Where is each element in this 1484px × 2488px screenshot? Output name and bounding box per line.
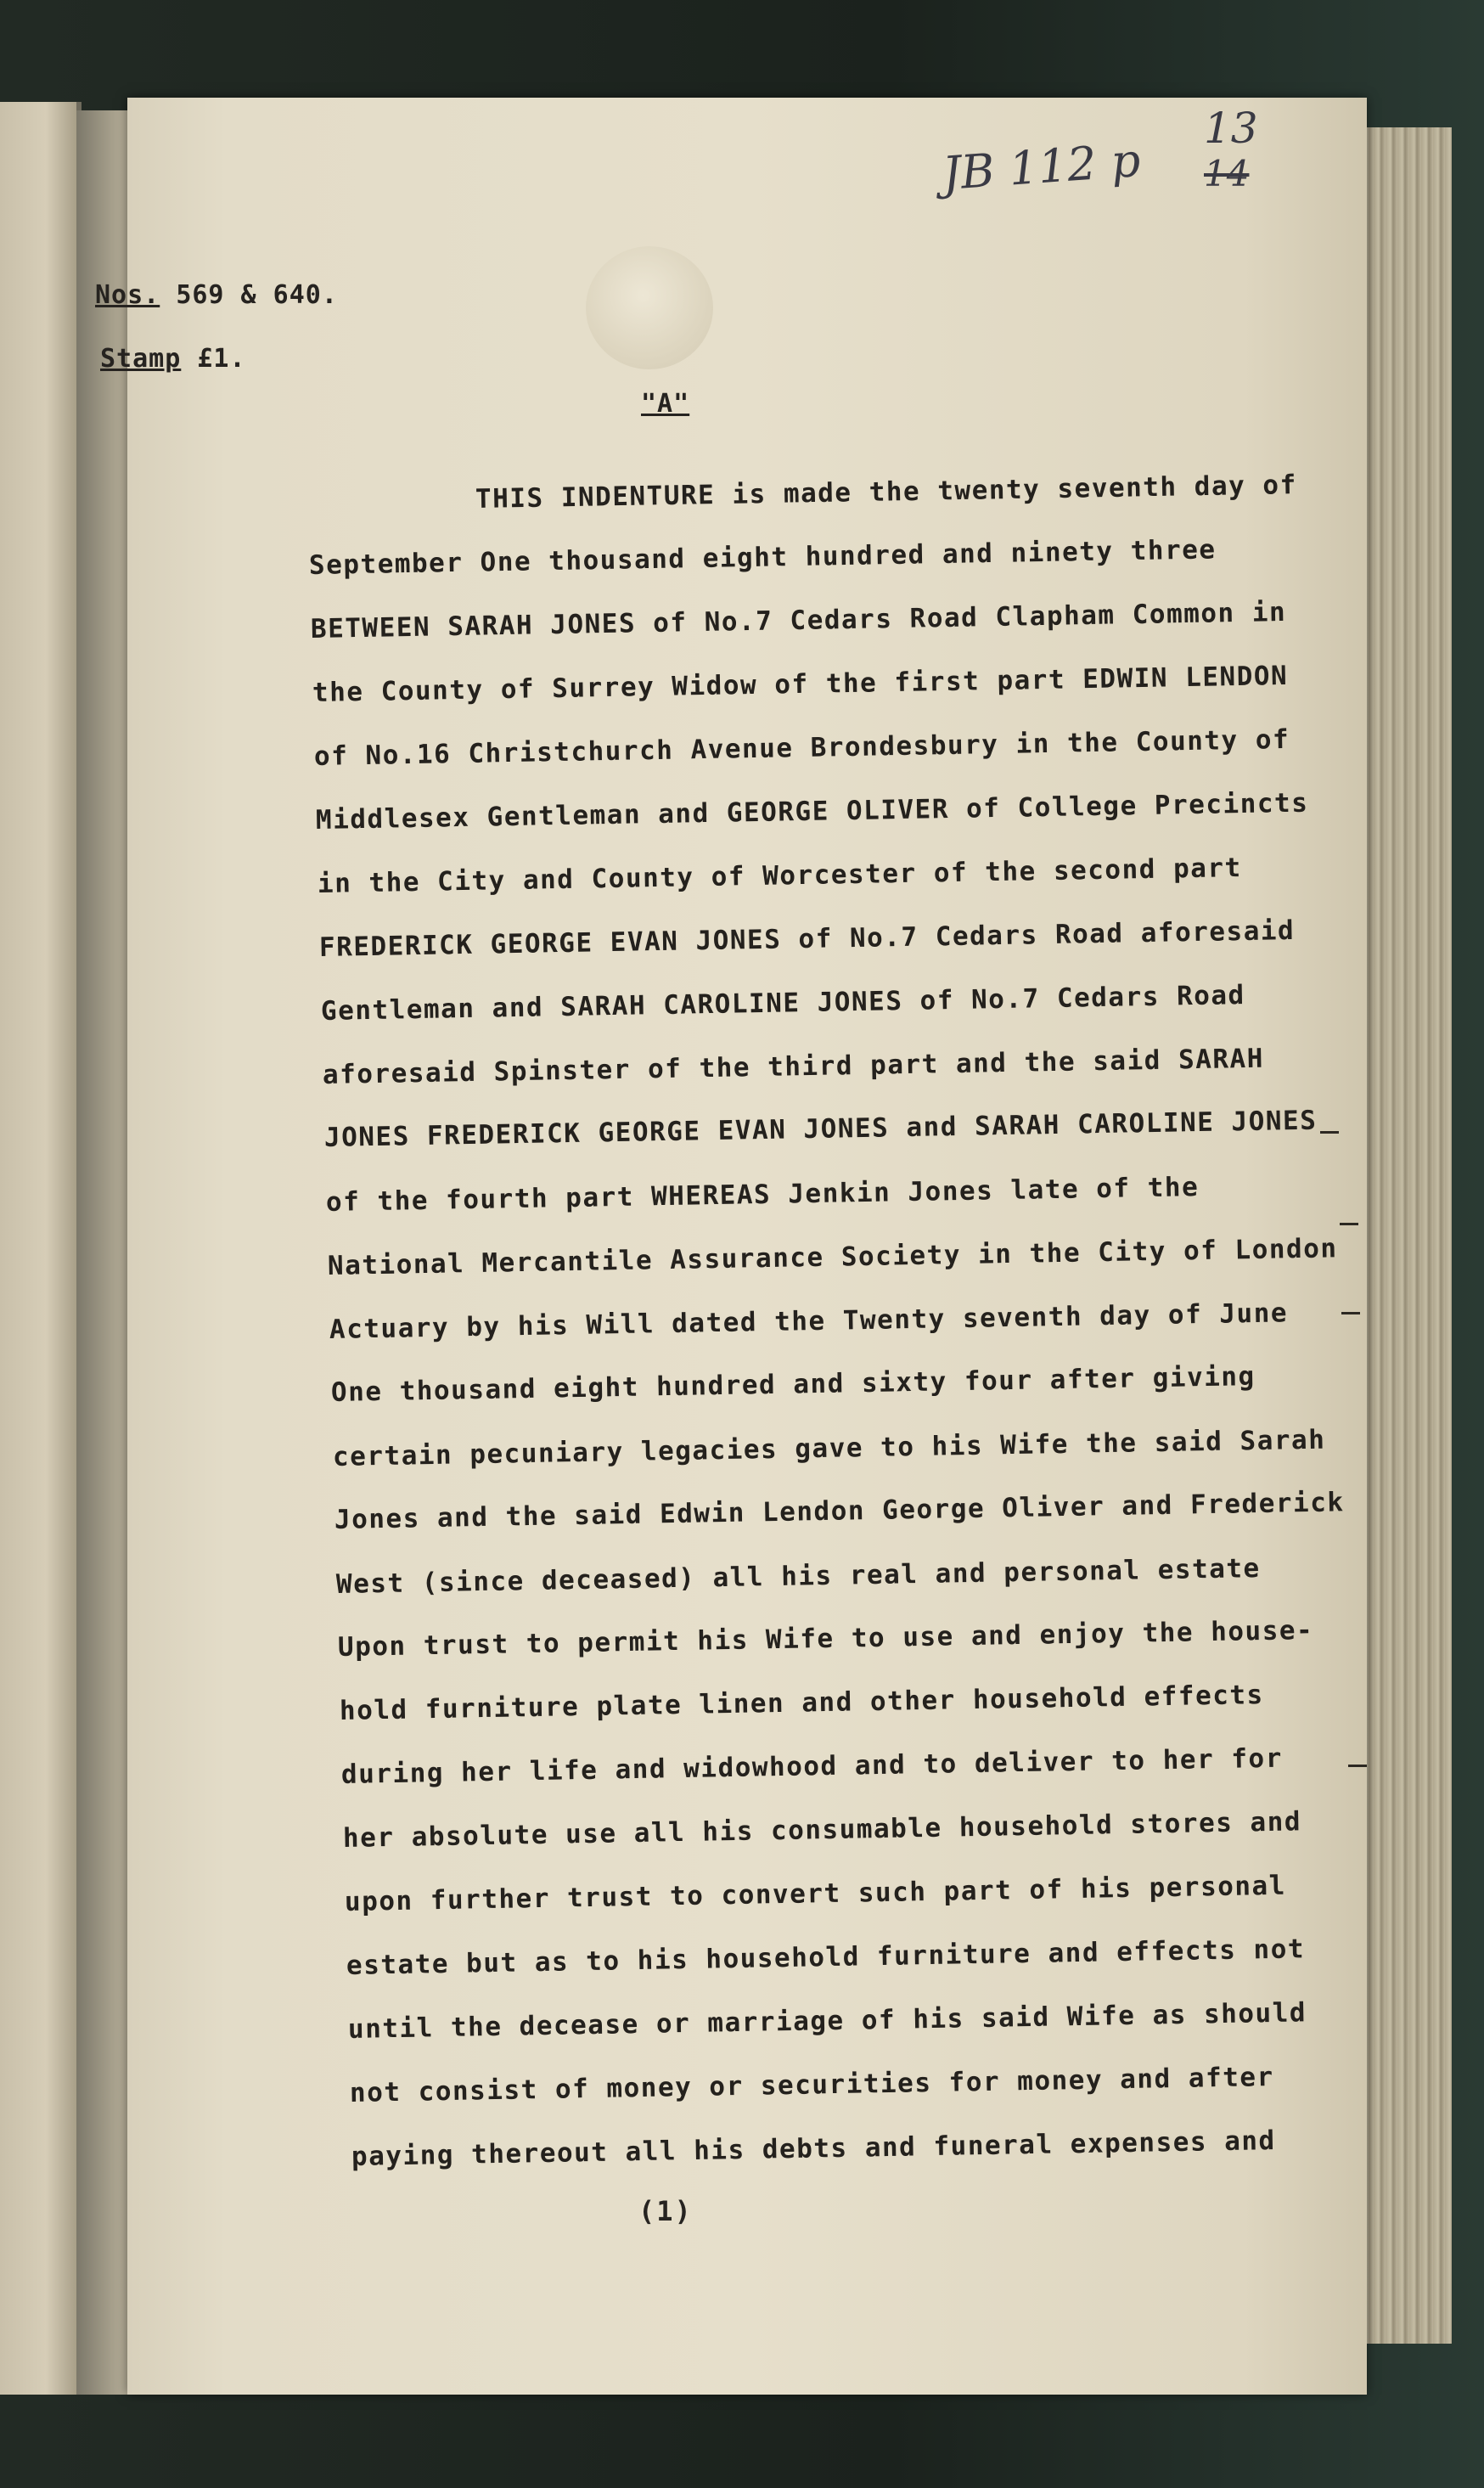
stamp-line <box>100 344 246 374</box>
book-gutter <box>76 110 127 2395</box>
body-line: not consist of money or securities for money and after <box>349 2061 1274 2108</box>
body-line: her absolute use all his consumable household stores and <box>342 1806 1302 1854</box>
page-footer-number: (1) <box>638 2195 693 2227</box>
margin-tick <box>1320 1131 1339 1134</box>
body-line: JONES FREDERICK GEORGE EVAN JONES and SARAH CAROLINE JONES <box>323 1105 1318 1153</box>
section-mark: "A" <box>641 389 690 419</box>
embossed-seal <box>586 246 713 369</box>
body-line: upon further trust to convert such part of his personal <box>344 1870 1287 1917</box>
body-line: Upon trust to permit his Wife to use and enjoy the house- <box>337 1614 1314 1663</box>
body-line: in the City and County of Worcester of the second part <box>317 852 1242 899</box>
stamp-label: Stamp <box>100 344 182 374</box>
body-line: THIS INDENTURE is made the twenty seventh day of <box>475 470 1298 515</box>
handwritten-reference: JB 112 p <box>941 132 1143 201</box>
facing-page-edge <box>0 102 82 2395</box>
body-line: hold furniture plate linen and other household effects <box>339 1679 1264 1726</box>
margin-tick <box>1348 1765 1367 1767</box>
body-line: FREDERICK GEORGE EVAN JONES of No.7 Cedars Road aforesaid <box>318 915 1296 963</box>
body-line: aforesaid Spinster of the third part and the said SARAH <box>322 1043 1265 1090</box>
stamp-value: £1. <box>197 344 246 374</box>
body-line: paying thereout all his debts and funeral expenses and <box>351 2125 1276 2172</box>
struck-page-number: 14 <box>1204 153 1250 194</box>
body-line: September One thousand eight hundred and ninety three <box>308 534 1217 581</box>
body-line: West (since deceased) all his real and personal estate <box>335 1552 1261 1600</box>
body-line: certain pecuniary legacies gave to his Wife the said Sarah <box>332 1424 1326 1472</box>
body-line: National Mercantile Assurance Society in the City of London <box>327 1233 1338 1281</box>
body-line: Actuary by his Will dated the Twenty seventh day of June <box>329 1297 1289 1345</box>
document-number-line <box>95 280 338 310</box>
body-line: BETWEEN SARAH JONES of No.7 Cedars Road Clapham Common in <box>310 596 1287 645</box>
body-line: during her life and widowhood and to deliver to her for <box>340 1742 1284 1790</box>
body-line: until the decease or marriage of his said Wife as should <box>347 1997 1307 2045</box>
body-line: of No.16 Christchurch Avenue Brondesbury in the County of <box>313 723 1290 772</box>
body-line: Gentleman and SARAH CAROLINE JONES of No.7 Cedars Road <box>320 979 1245 1027</box>
body-line: Jones and the said Edwin Lendon George Oliver and Frederick <box>334 1487 1345 1535</box>
body-line: estate but as to his household furniture and effects not <box>346 1934 1306 1981</box>
margin-tick <box>1341 1312 1360 1314</box>
body-line: One thousand eight hundred and sixty four after giving <box>330 1360 1256 1408</box>
nos-value: 569 & 640. <box>176 280 338 310</box>
handwritten-page-number: 13 <box>1204 104 1258 153</box>
body-line: Middlesex Gentleman and GEORGE OLIVER of College Precincts <box>315 787 1309 836</box>
nos-label: Nos. <box>95 280 160 310</box>
body-line: of the fourth part WHEREAS Jenkin Jones late of the <box>325 1172 1200 1218</box>
margin-tick <box>1340 1223 1358 1225</box>
body-line: the County of Surrey Widow of the first part EDWIN LENDON <box>312 660 1289 708</box>
